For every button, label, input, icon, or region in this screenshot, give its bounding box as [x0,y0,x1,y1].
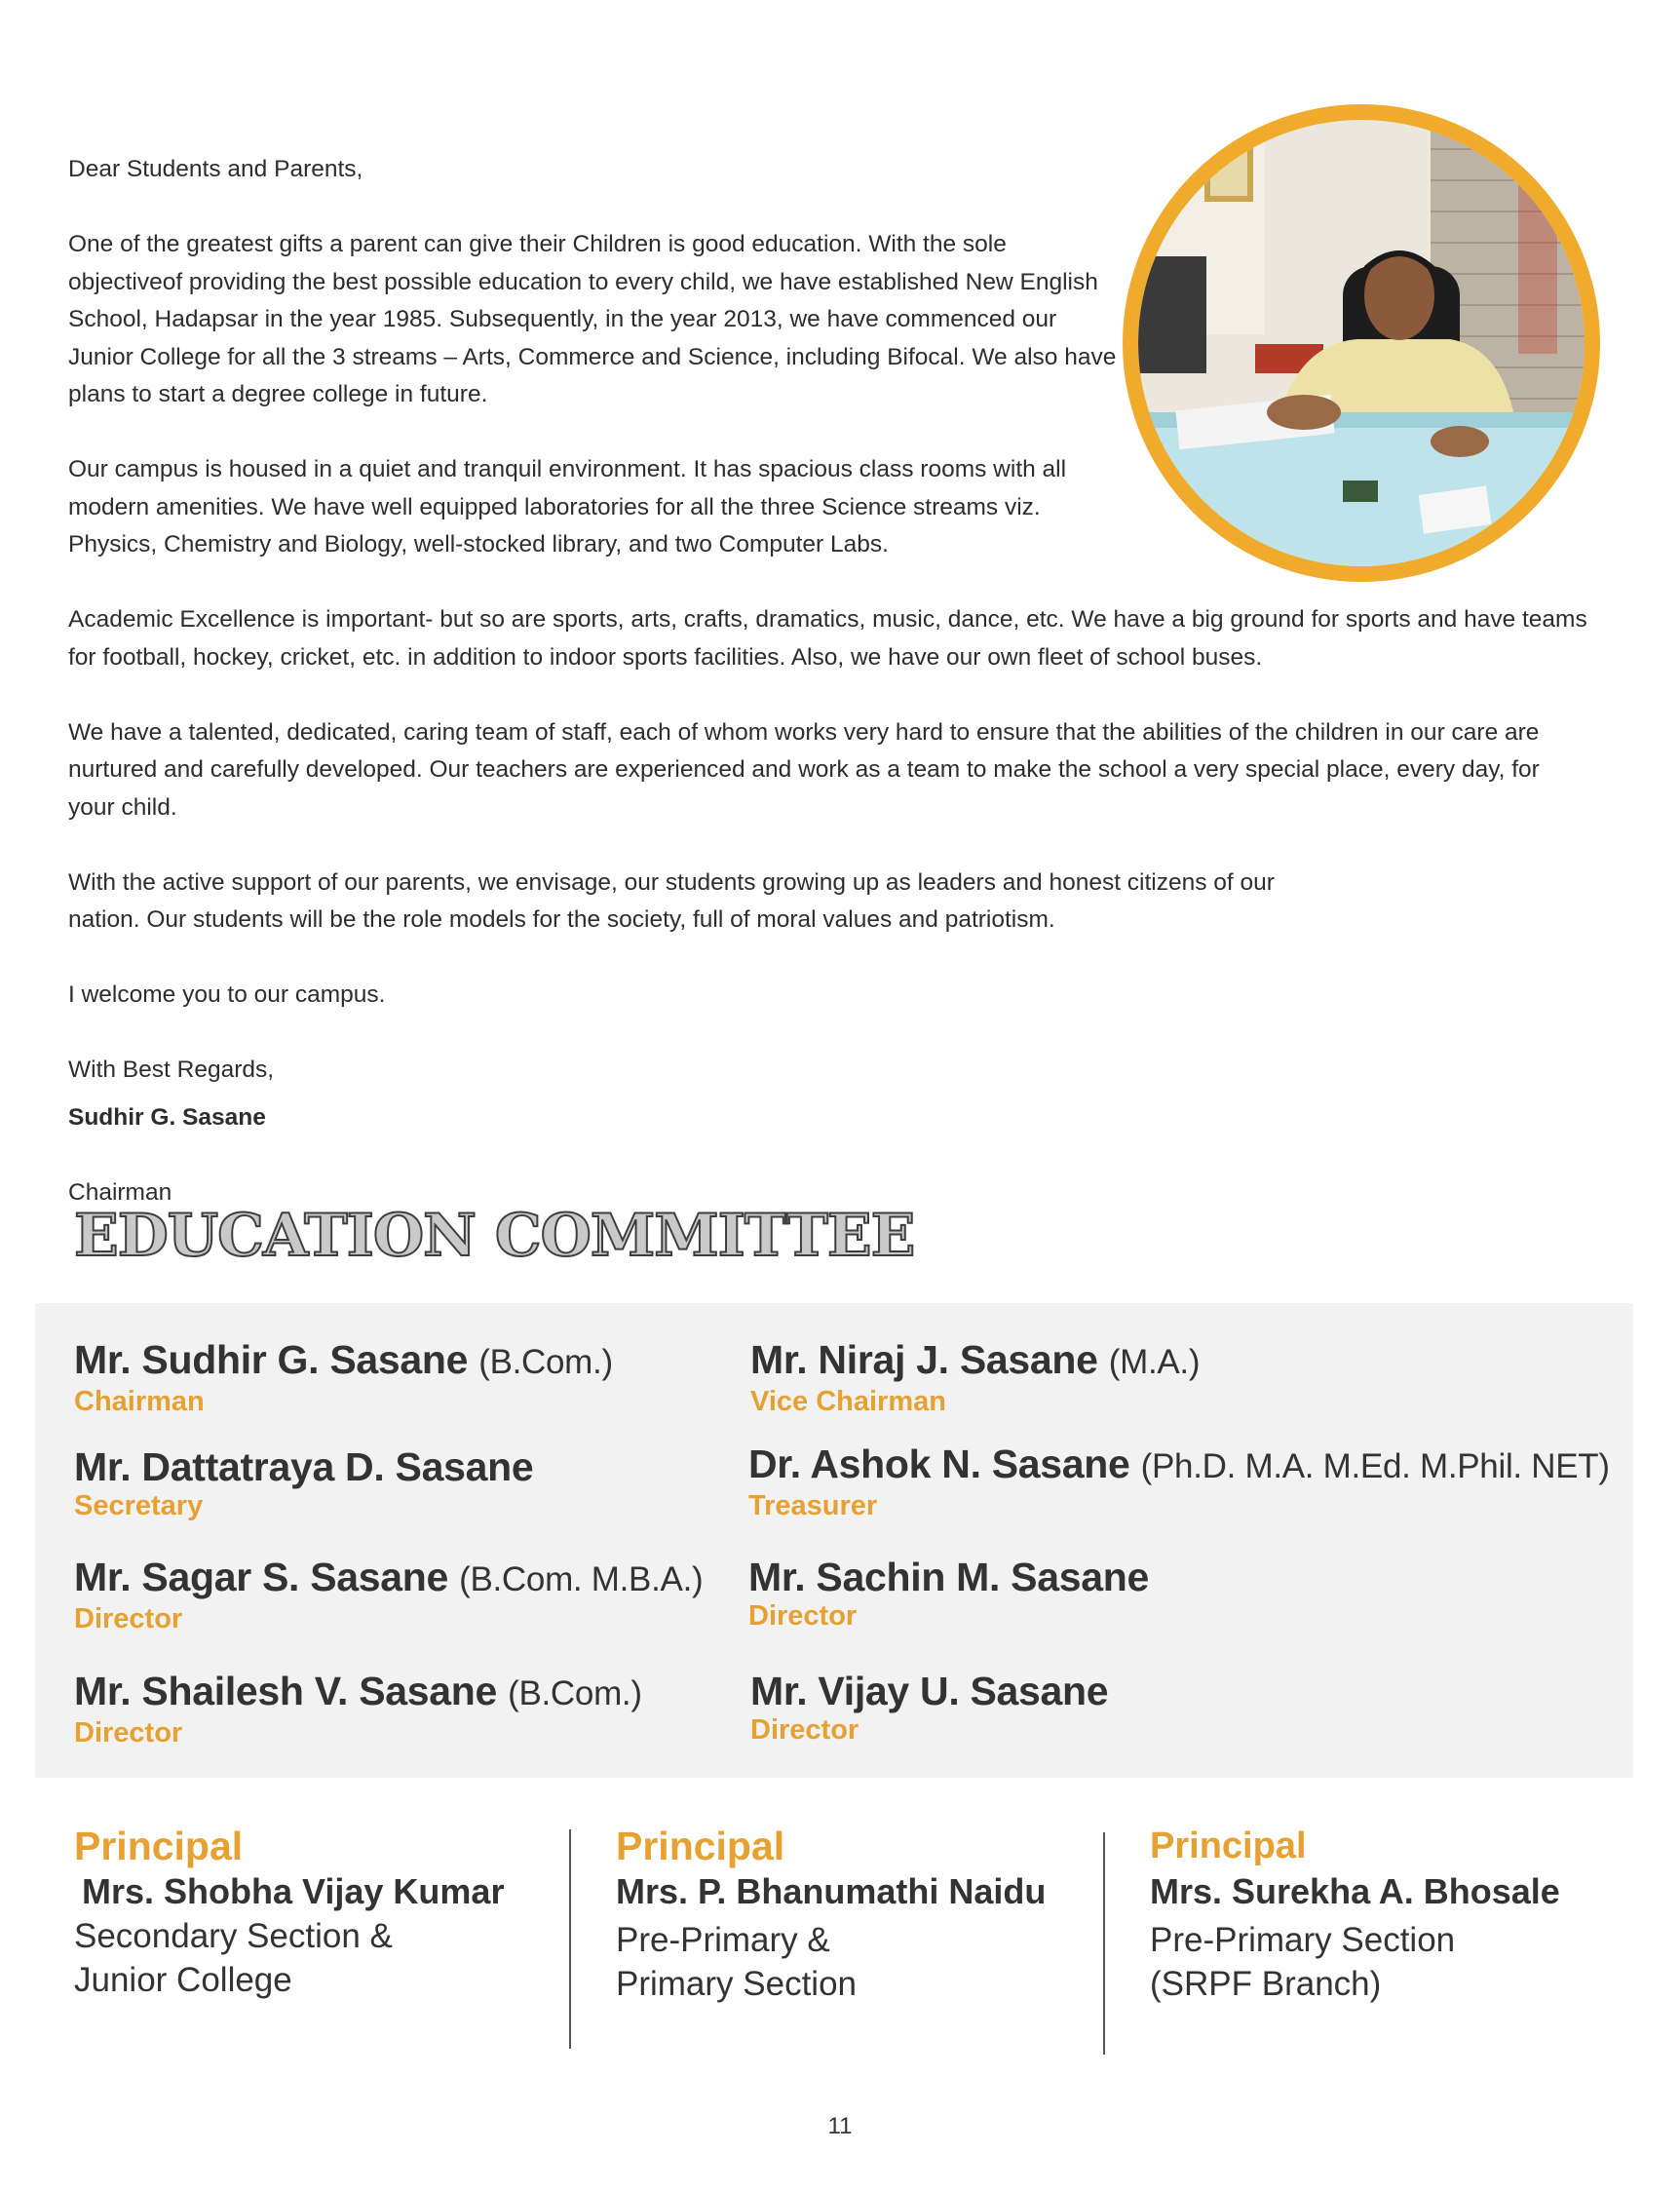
principal-section-line-2: Primary Section [616,1965,858,2003]
member-qualification: (B.Com. M.B.A.) [459,1560,704,1598]
member-name: Mr. Sachin M. Sasane [748,1555,1149,1599]
member-name-line [748,1441,1610,1489]
divider [569,1829,571,2049]
principal-section-line-2: (SRPF Branch) [1150,1965,1382,2003]
member-qualification: (B.Com.) [478,1343,613,1381]
member-name: Mr. Sudhir G. Sasane [74,1337,469,1382]
letter-paragraph-6: I welcome you to our campus. [68,981,386,1008]
principal-section-line-1: Pre-Primary Section [1150,1921,1456,1959]
signature-title: Chairman [68,1178,172,1206]
committee-panel [35,1303,1633,1778]
member-role: Treasurer [748,1490,878,1521]
letter-paragraph-3: Academic Excellence is important- but so are sports, arts, crafts, dramatics, music, dance, etc. We have a big ground for sports and have teams for football, hockey, cricket, etc. in addition to indoor sports facilities. Also, we have our own fleet of school buses. [68,606,1587,671]
committee-member [74,1669,642,1749]
member-name: Mr. Vijay U. Sasane [750,1669,1109,1713]
education-committee-heading: EDUCATION COMMITTEE [74,1202,915,1270]
letter-paragraph-2: Our campus is housed in a quiet and tranquil environment. It has spacious class rooms with all modern amenities. We have well equipped laboratories for all the three Science streams viz. Physics, Chemistry and Biology, well-stocked library, and two Computer Labs. [68,456,1067,557]
member-role: Director [750,1714,859,1746]
member-name: Dr. Ashok N. Sasane [748,1441,1130,1486]
letter-paragraph-1: One of the greatest gifts a parent can give their Children is good education. With the sole objectiveof providing the best possible education to every child, we have established New English School, Hadapsar in the year 1985. Subsequently, in the year 2013, we have commenced our Junior College for all the 3 streams – Arts, Commerce and Science, including Bifocal. We also have plans to start a degree college in future. [68,231,1117,407]
member-name: Mr. Shailesh V. Sasane [74,1669,498,1713]
principal-card [1150,1823,1657,2006]
principal-section-line-2: Junior College [74,1961,292,1999]
member-name-line [750,1337,1200,1385]
committee-member [750,1337,1200,1418]
member-name-line [74,1337,613,1385]
member-role: Director [74,1717,183,1749]
member-qualification: (Ph.D. M.A. M.Ed. M.Phil. NET) [1140,1447,1610,1485]
member-role: Director [748,1600,858,1632]
member-role: Director [74,1603,183,1634]
member-qualification: (M.A.) [1108,1343,1201,1381]
chairman-photo [1138,120,1585,566]
member-name: Mr. Niraj J. Sasane [750,1337,1098,1382]
committee-member [74,1555,703,1635]
principal-label: Principal [1150,1826,1307,1866]
member-role: Secretary [74,1490,204,1521]
committee-member [750,1669,1108,1747]
principal-name: Mrs. P. Bhanumathi Naidu [616,1871,1047,1911]
letter-salutation: Dear Students and Parents, [68,156,363,182]
committee-member [748,1555,1149,1633]
principal-label: Principal [616,1824,785,1868]
principal-section-line-1: Pre-Primary & [616,1921,830,1959]
principal-label: Principal [74,1824,244,1868]
member-role: Chairman [74,1386,205,1417]
committee-member [74,1337,613,1418]
letter-paragraph-4: We have a talented, dedicated, caring team of staff, each of whom works very hard to ensure that the abilities of the children in our care are nurtured and carefully developed. Our teachers are experienced and work as a team to make the school a very special place, every day, for your child. [68,718,1540,821]
principal-name: Mrs. Shobha Vijay Kumar [82,1871,505,1911]
signature-name: Sudhir G. Sasane [68,1103,266,1131]
principal-card [616,1823,1123,2006]
principal-name: Mrs. Surekha A. Bhosale [1150,1871,1560,1911]
divider [1103,1832,1105,2055]
member-name: Mr. Sagar S. Sasane [74,1555,449,1599]
letter-closing: With Best Regards, [68,1057,275,1083]
principal-section-line-1: Secondary Section & [74,1917,393,1955]
page-number: 11 [827,2113,853,2139]
principal-card [74,1823,581,2002]
member-name-line [74,1669,642,1716]
member-name-line [74,1555,703,1602]
chairman-photo-frame [1123,104,1600,582]
committee-member [74,1444,533,1522]
committee-member [748,1441,1610,1522]
letter-paragraph-5: With the active support of our parents, we envisage, our students growing up as leaders and honest citizens of our nation. Our students will be the role models for the society, full of moral values and patriotism. [68,868,1275,933]
member-name: Mr. Dattatraya D. Sasane [74,1444,534,1489]
member-qualification: (B.Com.) [508,1674,642,1712]
member-role: Vice Chairman [750,1386,946,1417]
